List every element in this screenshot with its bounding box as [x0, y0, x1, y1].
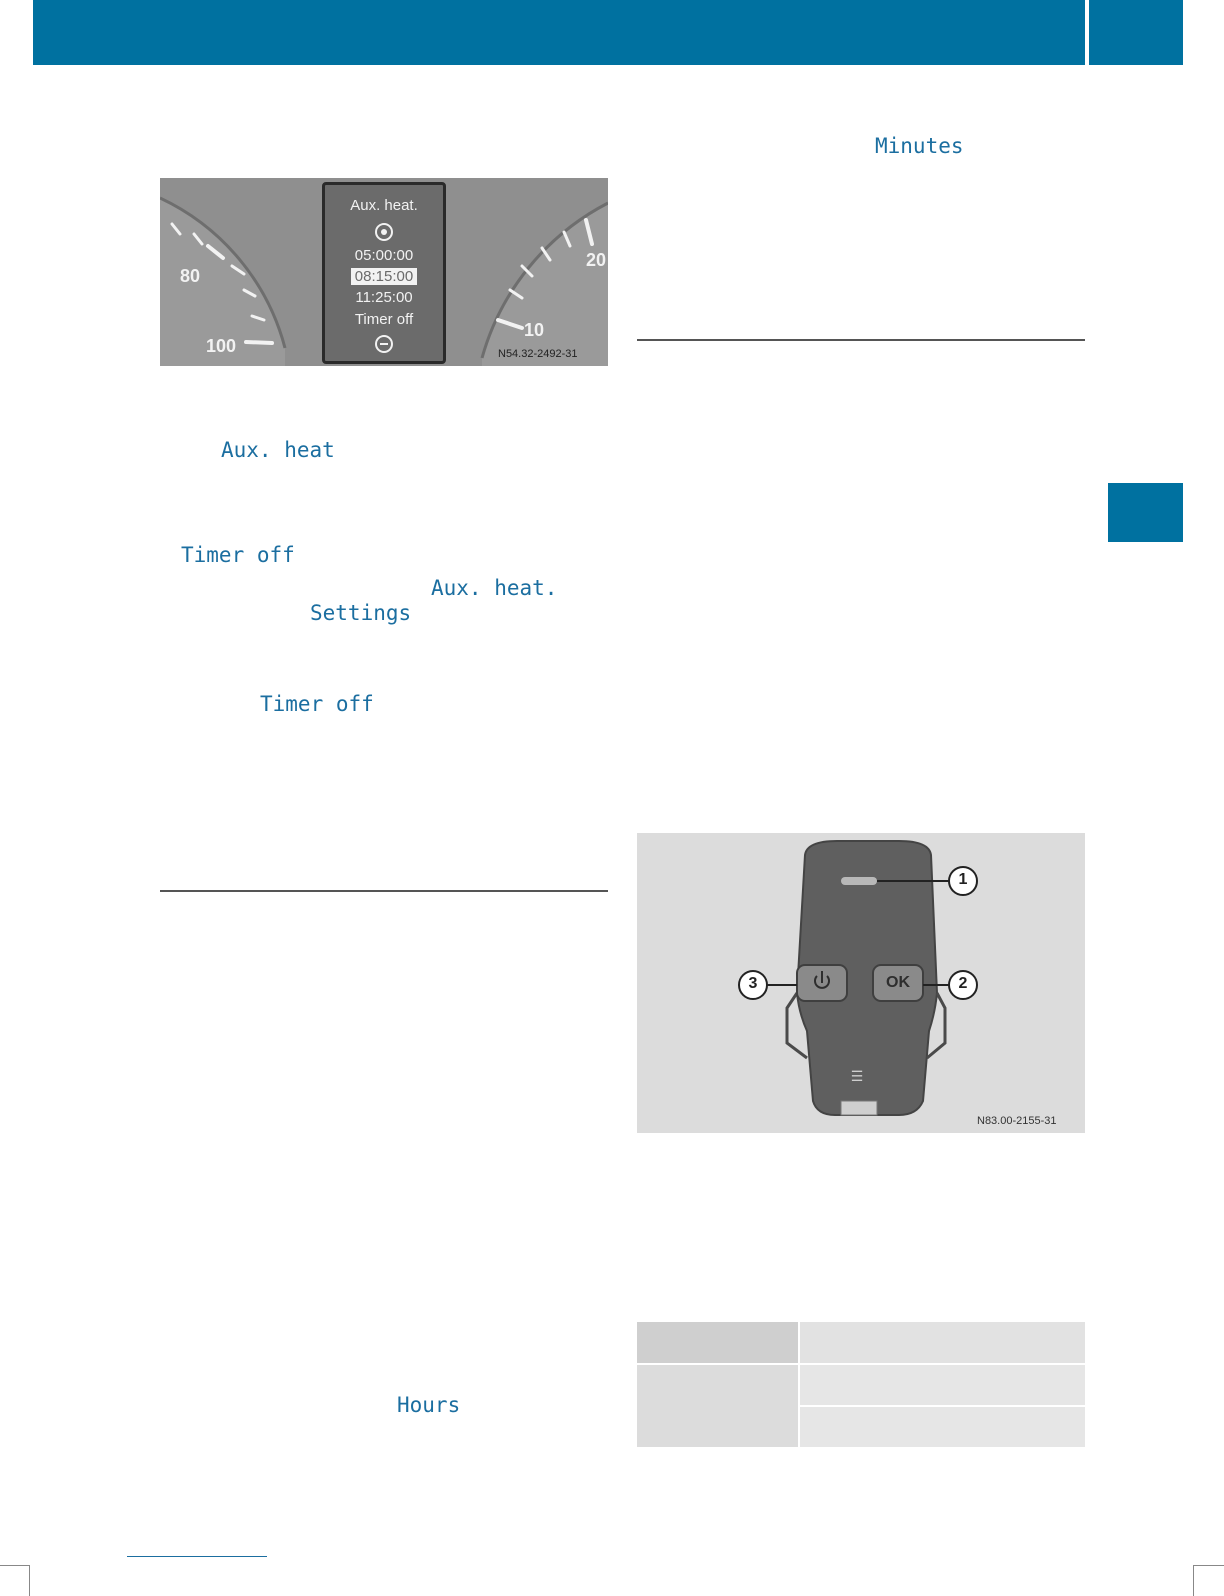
ref-timer-off-1: Timer off	[181, 543, 295, 567]
ref-aux-heat-dot: Aux. heat.	[431, 576, 558, 600]
ref-timer-off-2: Timer off	[260, 692, 374, 716]
table-row-label	[637, 1365, 798, 1447]
display-figure	[160, 178, 608, 366]
ref-aux-heat: Aux. heat	[221, 438, 335, 462]
ok-button-label: OK	[886, 974, 910, 991]
figure-caption: N54.32-2492-31	[498, 348, 578, 360]
gauge-label-80: 80	[180, 266, 201, 286]
crop-mark-right	[1193, 1565, 1224, 1596]
callout-2: 2	[958, 975, 968, 992]
gauge-label-10: 10	[524, 320, 545, 340]
header-bar	[33, 0, 1085, 65]
remote-control	[637, 833, 1085, 1133]
chapter-side-tab	[1108, 483, 1183, 542]
ref-settings: Settings	[310, 601, 412, 625]
callout-1: 1	[958, 871, 968, 888]
footer-link-underline	[127, 1556, 267, 1557]
multifunction-display	[322, 182, 446, 364]
table-row-2	[800, 1407, 1085, 1447]
display-timer-off: Timer off	[354, 311, 414, 328]
up-arrow-icon	[375, 223, 393, 241]
crop-mark-left	[0, 1565, 30, 1596]
table-header-left	[637, 1322, 798, 1363]
display-time-2-selected: 08:15:00	[325, 268, 443, 286]
section-divider-right	[637, 339, 1085, 341]
table-row-1	[800, 1365, 1085, 1405]
display-title: Aux. heat.	[350, 197, 418, 214]
ref-hours: Hours	[397, 1393, 461, 1417]
figure-caption: N83.00-2155-31	[977, 1115, 1057, 1127]
display-time-1: 05:00:00	[354, 247, 414, 264]
section-divider-left	[160, 890, 608, 892]
ref-minutes: Minutes	[875, 134, 964, 158]
header-tab	[1089, 0, 1183, 65]
callout-3: 3	[748, 975, 758, 992]
gauge-label-20: 20	[586, 250, 607, 270]
remote-control-figure	[637, 833, 1085, 1133]
svg-text:☰: ☰	[850, 1068, 864, 1084]
down-arrow-icon	[375, 335, 393, 353]
display-time-3: 11:25:00	[355, 289, 413, 306]
table-header-right	[800, 1322, 1085, 1363]
gauge-label-100: 100	[206, 336, 237, 356]
